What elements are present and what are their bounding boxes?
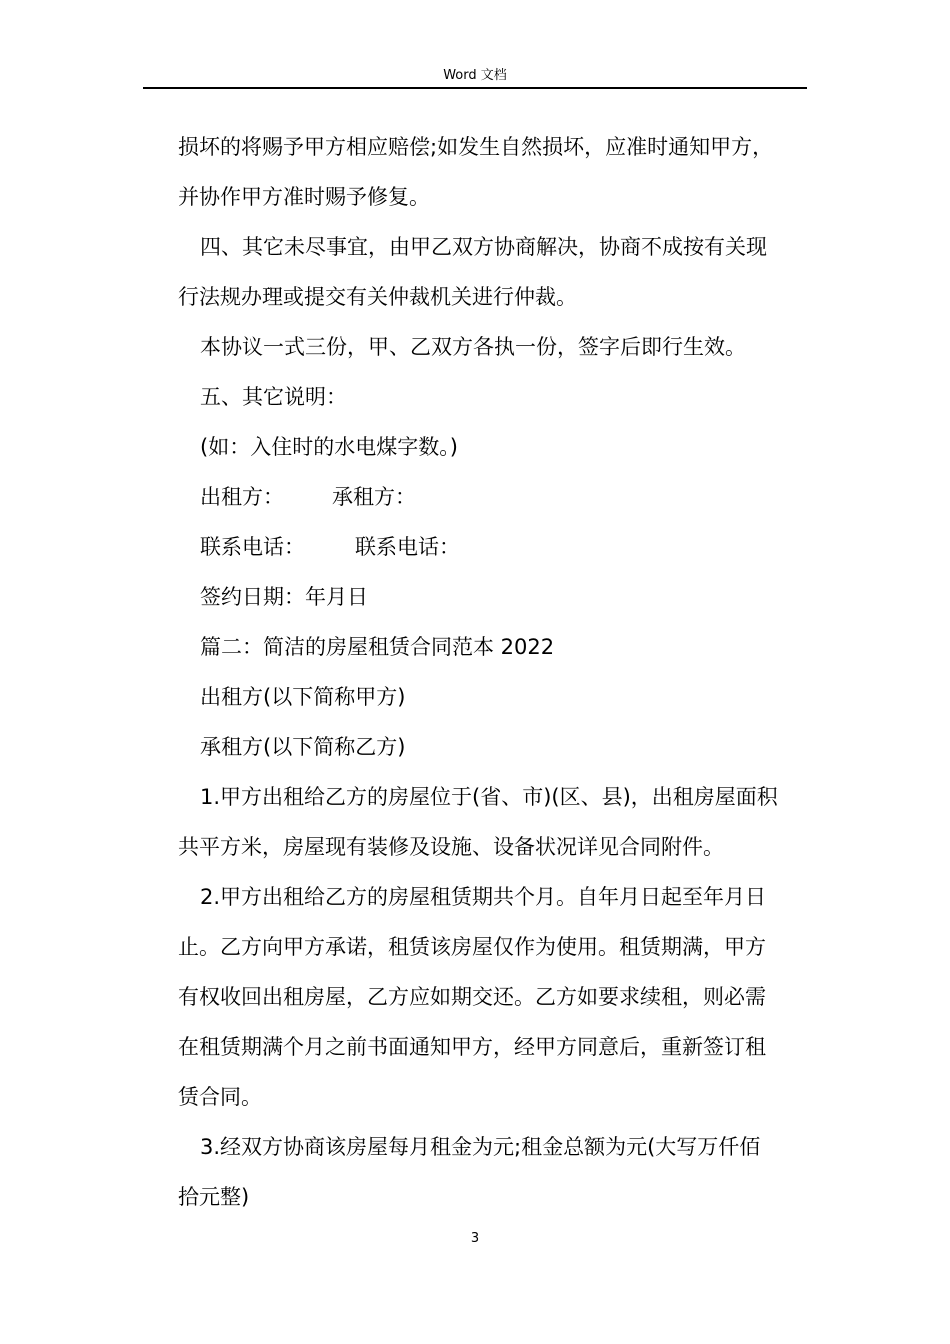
page-number: 3 (470, 1231, 480, 1246)
lessee-label: 承租方： (332, 485, 416, 509)
paragraph-line: 止。乙方向甲方承诺，租赁该房屋仅作为使用。租赁期满，甲方 (178, 935, 766, 959)
paragraph-line: 3.经双方协商该房屋每月租金为元;租金总额为元(大写万仟佰 (200, 1135, 761, 1159)
paragraph-line: 并协作甲方准时赐予修复。 (178, 185, 430, 209)
paragraph-line: 行法规办理或提交有关仲裁机关进行仲裁。 (178, 285, 577, 309)
paragraph-line: 本协议一式三份，甲、乙双方各执一份，签字后即行生效。 (200, 335, 746, 359)
party-labels-line (178, 472, 808, 522)
paragraph-line: 损坏的将赐予甲方相应赔偿;如发生自然损坏，应准时通知甲方， (178, 135, 774, 159)
paragraph-line: 承租方(以下简称乙方) (200, 735, 406, 759)
paragraph-line: 有权收回出租房屋，乙方应如期交还。乙方如要求续租，则必需 (178, 985, 766, 1009)
lessee-phone-label: 联系电话： (355, 535, 460, 559)
section-title: 篇二：简洁的房屋租赁合同范本 2022 (200, 635, 555, 659)
document-body (178, 122, 808, 1222)
paragraph-line: 五、其它说明： (200, 385, 347, 409)
paragraph-line: 1.甲方出租给乙方的房屋位于(省、市)(区、县)，出租房屋面积 (200, 785, 778, 809)
lessor-phone-label: 联系电话： (200, 535, 305, 559)
paragraph-line: 赁合同。 (178, 1085, 262, 1109)
lessor-label: 出租方： (200, 485, 284, 509)
paragraph-line: 共平方米，房屋现有装修及设施、设备状况详见合同附件。 (178, 835, 724, 859)
paragraph-line: 在租赁期满个月之前书面通知甲方，经甲方同意后，重新签订租 (178, 1035, 766, 1059)
paragraph-line: (如：入住时的水电煤字数。) (200, 435, 458, 459)
paragraph-line: 拾元整) (178, 1185, 250, 1209)
phone-labels-line (178, 522, 808, 572)
paragraph-line: 四、其它未尽事宜，由甲乙双方协商解决，协商不成按有关现 (200, 235, 767, 259)
sign-date-line: 签约日期：年月日 (200, 585, 368, 609)
paragraph-line: 2.甲方出租给乙方的房屋租赁期共个月。自年月日起至年月日 (200, 885, 767, 909)
paragraph-line: 出租方(以下简称甲方) (200, 685, 406, 709)
header-divider (143, 87, 807, 89)
page-header-title: Word 文档 (443, 68, 507, 83)
